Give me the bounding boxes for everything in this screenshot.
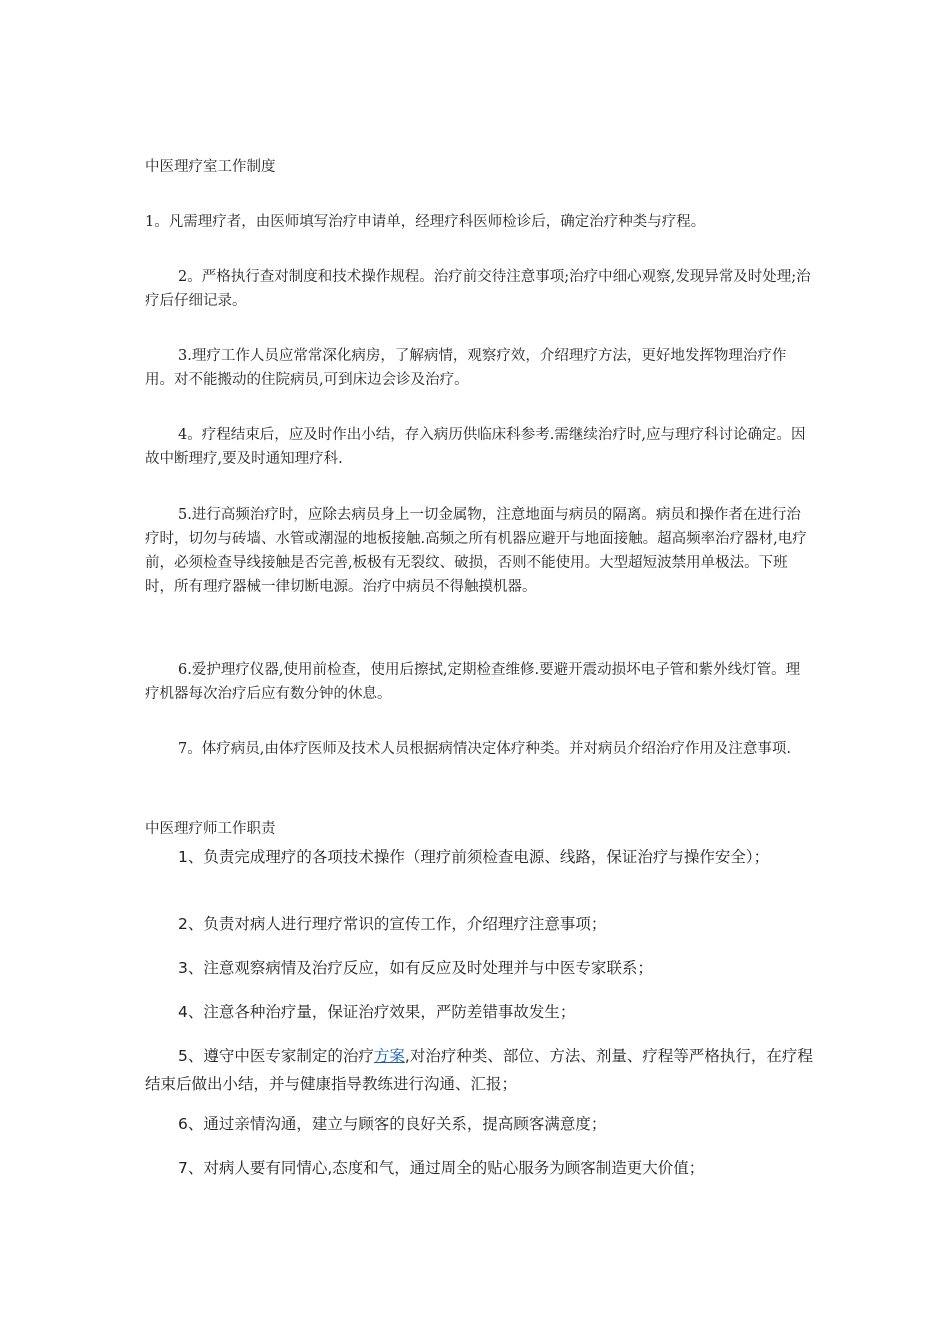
rule-item-7: 7。体疗病员,由体疗医师及技术人员根据病情决定体疗种类。并对病员介绍治疗作用及注意事项. — [178, 741, 791, 757]
rule-item-1: 1。凡需理疗者，由医师填写治疗申请单，经理疗科医师检诊后，确定治疗种类与疗程。 — [145, 214, 706, 230]
section2-title: 中医理疗师工作职责 — [145, 821, 276, 837]
duty-item-6: 6、通过亲情沟通，建立与顾客的良好关系，提高顾客满意度； — [178, 1115, 607, 1133]
section1-title: 中医理疗室工作制度 — [145, 159, 276, 175]
duty-item-1: 1、负责完成理疗的各项技术操作（理疗前须检查电源、线路，保证治疗与操作安全）； — [178, 848, 770, 866]
plan-link[interactable]: 方案 — [373, 1047, 405, 1065]
rule-item-2: 2。严格执行查对制度和技术操作规程。治疗前交待注意事项;治疗中细心观察,发现异常及时处理;治疗后仔细记录。 — [145, 269, 811, 309]
rule-item-6: 6.爱护理疗仪器,使用前检查，使用后擦拭,定期检查维修.要避开震动损坏电子管和紫外线灯管。理疗机器每次治疗后应有数分钟的休息。 — [145, 662, 801, 702]
duty-item-3: 3、注意观察病情及治疗反应，如有反应及时处理并与中医专家联系； — [178, 959, 653, 977]
duty-item-5 — [145, 1042, 813, 1098]
rule-item-5: 5.进行高频治疗时，应除去病员身上一切金属物，注意地面与病员的隔离。病员和操作者在进行治疗时，切勿与砖墙、水管或潮湿的地板接触.高频之所有机器应避开与地面接触。超高频率治疗器材,电疗前，必须检查导线接触是否完善,板极有无裂纹、破损，否则不能使用。大型超短波禁用单极法。下班时，所有理疗器械一律切断电源。治疗中病员不得触摸机器。 — [145, 507, 807, 595]
duty-item-7: 7、对病人要有同情心,态度和气，通过周全的贴心服务为顾客制造更大价值； — [178, 1159, 705, 1177]
duty-item-4: 4、注意各种治疗量，保证治疗效果，严防差错事故发生； — [178, 1003, 576, 1021]
rule-item-3: 3.理疗工作人员应常常深化病房，了解病情，观察疗效，介绍理疗方法，更好地发挥物理治疗作用。对不能搬动的住院病员,可到床边会诊及治疗。 — [145, 348, 787, 388]
duty-item-2: 2、负责对病人进行理疗常识的宣传工作，介绍理疗注意事项； — [178, 915, 607, 933]
rule-item-4: 4。疗程结束后，应及时作出小结，存入病历供临床科参考.需继续治疗时,应与理疗科讨论确定。因故中断理疗,要及时通知理疗科. — [145, 427, 806, 467]
duty-item-5-text-start: 5、遵守中医专家制定的治疗 — [178, 1047, 374, 1065]
duty-item-5-text-end: ,对治疗种类、部位、方法、剂量、疗程等严格执行，在疗程结束后做出小结，并与健康指导教练进行沟通、汇报； — [145, 1047, 813, 1093]
